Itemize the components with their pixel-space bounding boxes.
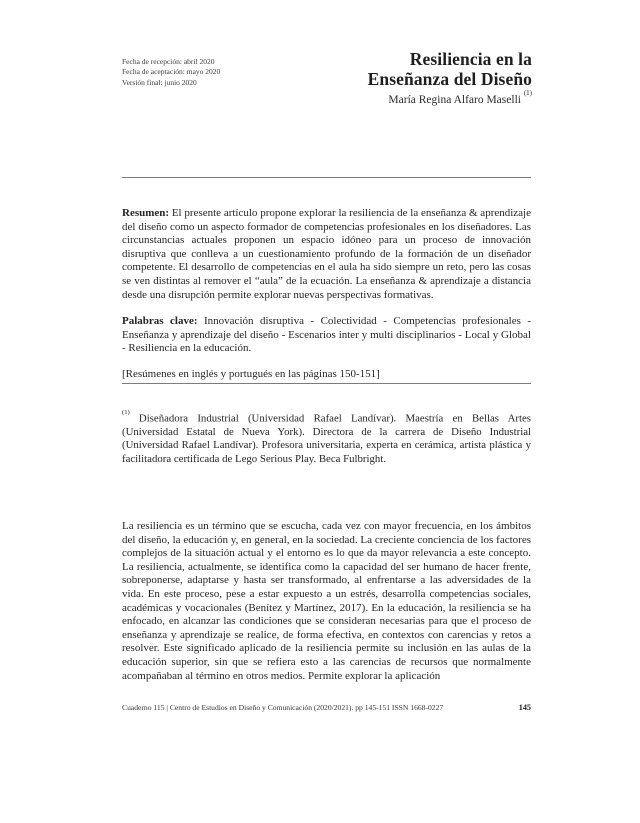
author-name-text: María Regina Alfaro Maselli	[388, 93, 521, 106]
date-accepted-line: Fecha de aceptación: mayo 2020	[122, 67, 221, 77]
divider-footnote	[122, 383, 531, 385]
abstract-paragraph	[122, 207, 531, 302]
page-footer	[122, 703, 531, 712]
keywords-paragraph	[122, 315, 531, 356]
footnote-paragraph	[122, 409, 531, 467]
abstract-label: Resumen:	[122, 207, 170, 219]
submission-dates	[122, 57, 220, 88]
footnote-ref: (1)	[122, 408, 130, 416]
footer-citation: Cuaderno 115 | Centro de Estudios en Diseño y Comunicación (2020/2021). pp 145-151 ISSN 1668-0227	[122, 703, 444, 712]
body-paragraph: La resiliencia es un término que se escucha, cada vez con mayor frecuencia, en los ámbitos del diseño, la educación y, en general, en la sociedad. La creciente conciencia de los factores complejos de la situación actual y el entorno es lo que da mayor relevancia a este concepto. La resiliencia, actualmente, se identifica como la capacidad del ser humano de hacer frente, sobreponerse, adaptarse y hasta ser transformado, al enfrentarse a las adversidades de la vida. En este proceso, pese a estar expuesto a un estrés, desarrolla competencias sociales, académicas y vocacionales (Benítez y Martínez, 2017). En la educación, la resiliencia se ha enfocado, en alcanzar las condiciones que se consideran necesarias para que el proceso de enseñanza y aprendizaje se realice, de forma efectiva, en contextos con carencias y retos a resolver. Este significado aplicado de la resiliencia permite su inclusión en las aulas de la educación superior, sin que se refiera esto a las carencias de recursos que normalmente acompañaban al término en otros medios. Permite explorar la aplicación	[122, 520, 531, 682]
title-line-1: Resiliencia en la	[409, 49, 532, 69]
abstract-text: El presente artículo propone explorar la resiliencia de la enseñanza & aprendizaje del diseño como un aspecto formador de competencias profesionales en los diseñadores. Las circunstancias actuales proponen un espacio idóneo para un proceso de innovación disruptiva que conlleva a un cuestionamiento profundo de la formación de un diseñador competente. El desarrollo de competencias en el aula ha sido siempre un reto, pero las cosas se ven distintas al remover el “aula” de la ecuación. La enseñanza & aprendizaje a distancia desde una disrupción permite explorar nuevas perspectivas formativas.	[122, 207, 531, 301]
translations-note: [Resúmenes en inglés y portugués en las páginas 150-151]	[122, 368, 380, 380]
article-header	[368, 50, 532, 106]
keywords-label: Palabras clave:	[122, 315, 198, 327]
author-footnote-ref: (1)	[523, 88, 532, 97]
date-received-line: Fecha de recepción: abril 2020	[122, 57, 215, 66]
article-title	[368, 50, 532, 89]
divider-top	[122, 177, 531, 179]
page-number: 145	[518, 703, 531, 712]
keywords-text: Innovación disruptiva - Colectividad - Competencias profesionales - Enseñanza y aprendizaje del diseño - Escenarios inter y multi disciplinarios - Local y Global - Resiliencia en la educación.	[122, 315, 532, 355]
author-name	[368, 88, 532, 106]
footnote-text: Diseñadora Industrial (Universidad Rafael Landívar). Maestría en Bellas Artes (Universidad Estatal de Nueva York). Directora de la carrera de Diseño Industrial (Universidad Rafael Landívar). Profesora universitaria, experta en cerámica, artista plástica y facilitadora certificada de Lego Serious Play. Beca Fulbright.	[122, 412, 531, 465]
title-line-2: Enseñanza del Diseño	[367, 68, 532, 89]
date-final-line: Versión final: junio 2020	[122, 77, 197, 87]
